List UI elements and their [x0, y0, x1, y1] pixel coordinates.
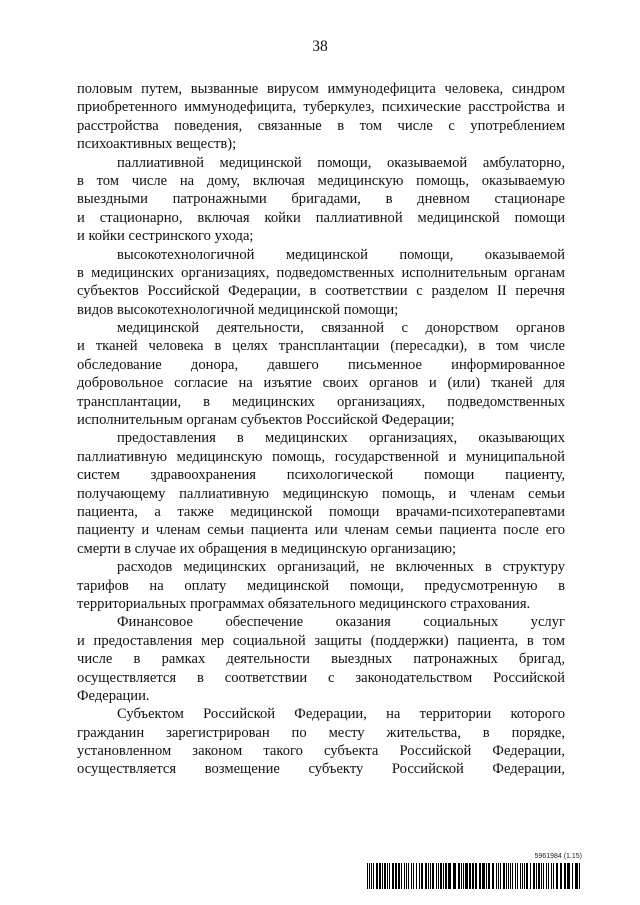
barcode-bar	[428, 863, 429, 889]
text-line: осуществляется в соответствии с законодательством Российской	[77, 669, 565, 686]
barcode-bar	[440, 863, 442, 889]
barcode-bar	[526, 863, 528, 889]
text-line: паллиативной медицинской помощи, оказываемой амбулаторно,	[117, 154, 565, 171]
barcode-bar	[567, 863, 570, 889]
text-line: тарифов на оплату медицинской помощи, предусмотренную в	[77, 577, 565, 594]
text-line: трансплантации, в медицинских организациях, подведомственных	[77, 393, 565, 410]
barcode-bar	[517, 863, 518, 889]
text-line: Субъектом Российской Федерации, на территории которого	[117, 706, 565, 723]
barcode-bar	[524, 863, 525, 889]
barcode-bar	[438, 863, 439, 889]
barcode-bar	[496, 863, 497, 889]
barcode-bar	[536, 863, 537, 889]
barcode-bar	[458, 863, 460, 889]
barcode-bar	[479, 863, 481, 889]
barcode-bar	[533, 863, 535, 889]
barcode-bar	[463, 863, 464, 889]
barcode-bar	[530, 863, 531, 889]
barcode-bar	[538, 863, 540, 889]
barcode-bar	[382, 863, 383, 889]
barcode-bar	[541, 863, 542, 889]
document-body	[77, 80, 565, 779]
barcode-bar	[411, 863, 412, 889]
barcode-bar	[373, 863, 374, 889]
text-line: выездными патронажными бригадами, в дневном стационаре	[77, 191, 565, 208]
text-line: гражданин зарегистрирован по месту жительства, в порядке,	[77, 724, 565, 741]
text-line: расстройства поведения, связанные в том числе с употреблением	[77, 117, 565, 134]
barcode-bar	[398, 863, 400, 889]
barcode-bar	[548, 863, 549, 889]
barcode-bar	[413, 863, 414, 889]
barcode-bar	[575, 863, 578, 889]
text-line: и тканей человека в целях трансплантации (пересадки), в том числе	[77, 338, 565, 355]
barcode-bar	[443, 863, 444, 889]
barcode-bar	[543, 863, 544, 889]
text-line: смерти в случае их обращения в медицинскую организацию;	[77, 540, 457, 557]
barcode-bar	[472, 863, 474, 889]
text-line: в медицинских организациях, подведомственных исполнительным органам	[77, 264, 565, 281]
barcode-bar	[406, 863, 407, 889]
text-line: добровольное согласие на изъятие своих органов и (или) тканей для	[77, 375, 565, 392]
barcode-bar	[506, 863, 507, 889]
barcode-bar	[419, 863, 420, 889]
barcode-bar	[425, 863, 427, 889]
barcode-bar	[522, 863, 523, 889]
barcode-bar	[465, 863, 468, 889]
barcode-bar	[486, 863, 487, 889]
barcode-bar	[475, 863, 477, 889]
barcode-bar	[553, 863, 554, 889]
text-line: систем здравоохранения психологической помощи пациенту,	[77, 467, 565, 484]
text-line: психоактивных веществ);	[77, 136, 237, 153]
barcode-bar	[379, 863, 381, 889]
barcode-bar	[500, 863, 501, 889]
barcode-bar	[512, 863, 513, 889]
barcode-bar	[488, 863, 490, 889]
text-line: осуществляется возмещение субъекту Российской Федерации,	[77, 761, 565, 778]
text-line: приобретенного иммунодефицита, туберкулез, психические расстройства и	[77, 99, 565, 116]
barcode-bar	[492, 863, 494, 889]
barcode-bar	[389, 863, 390, 889]
barcode-bar	[546, 863, 547, 889]
text-line: паллиативную медицинскую помощь, государственной и муниципальной	[77, 448, 565, 465]
barcode-bar	[392, 863, 394, 889]
barcode-bar	[421, 863, 423, 889]
barcode-bar	[556, 863, 558, 889]
barcode-bar	[369, 863, 370, 889]
barcode-bar	[384, 863, 386, 889]
text-line: числе в рамках деятельности выездных патронажных бригад,	[77, 651, 565, 668]
text-line: предоставления в медицинских организациях, оказывающих	[117, 430, 565, 447]
barcode-bar	[416, 863, 417, 889]
barcode-bar	[453, 863, 456, 889]
text-line: высокотехнологичной медицинской помощи, оказываемой	[117, 246, 565, 263]
text-line: исполнительным органам субъектов Российской Федерации;	[77, 412, 455, 429]
barcode-bar	[572, 863, 573, 889]
barcode-bar	[503, 863, 505, 889]
barcode-bar	[367, 863, 368, 889]
barcode-bar	[508, 863, 509, 889]
barcode-bar	[401, 863, 402, 889]
barcode	[367, 863, 582, 889]
barcode-bar	[395, 863, 397, 889]
barcode-bar	[482, 863, 485, 889]
barcode-bar	[560, 863, 562, 889]
barcode-bar	[432, 863, 434, 889]
barcode-bar	[469, 863, 471, 889]
text-line: пациенту и членам семьи пациента или членам семьи пациента после его	[77, 522, 565, 539]
barcode-bar	[551, 863, 552, 889]
barcode-bar	[461, 863, 462, 889]
text-line: обследование донора, давшего письменное информированное	[77, 356, 565, 373]
text-line: территориальных программах обязательного медицинского страхования.	[77, 595, 531, 612]
barcode-bar	[510, 863, 511, 889]
text-line: расходов медицинских организаций, не включенных в структуру	[117, 559, 565, 576]
text-line: установленном законом такого субъекта Российской Федерации,	[77, 743, 565, 760]
text-line: пациента, а также медицинской помощи врачами-психотерапевтами	[77, 503, 565, 520]
barcode-bar	[404, 863, 405, 889]
barcode-bar	[376, 863, 378, 889]
barcode-bar	[520, 863, 521, 889]
text-line: получающему паллиативную медицинскую помощь, и членам семьи	[77, 485, 565, 502]
text-line: и предоставления мер социальной защиты (поддержки) пациента, в том	[77, 632, 565, 649]
barcode-bar	[387, 863, 388, 889]
barcode-bar	[436, 863, 437, 889]
barcode-bar	[564, 863, 566, 889]
barcode-bar	[579, 863, 580, 889]
text-line: и койки сестринского ухода;	[77, 228, 254, 245]
barcode-bar	[448, 863, 451, 889]
barcode-bar	[408, 863, 409, 889]
text-line: и стационарно, включая койки паллиативной медицинской помощи	[77, 209, 565, 226]
page-number: 38	[312, 38, 328, 55]
text-line: медицинской деятельности, связанной с донорством органов	[117, 320, 565, 337]
document-code: 5961984 (1.15)	[534, 853, 582, 860]
barcode-bar	[498, 863, 499, 889]
text-line: Финансовое обеспечение оказания социальных услуг	[117, 614, 565, 631]
barcode-bar	[445, 863, 447, 889]
barcode-bar	[430, 863, 431, 889]
barcode-bar	[515, 863, 516, 889]
text-line: субъектов Российской Федерации, в соответствии с разделом II перечня	[77, 283, 565, 300]
barcode-bar	[371, 863, 372, 889]
text-line: Федерации.	[77, 687, 150, 704]
text-line: видов высокотехнологичной медицинской помощи;	[77, 301, 399, 318]
text-line: половым путем, вызванные вирусом иммунодефицита человека, синдром	[77, 81, 565, 97]
text-line: в том числе на дому, включая медицинскую помощь, оказываемую	[77, 172, 565, 189]
